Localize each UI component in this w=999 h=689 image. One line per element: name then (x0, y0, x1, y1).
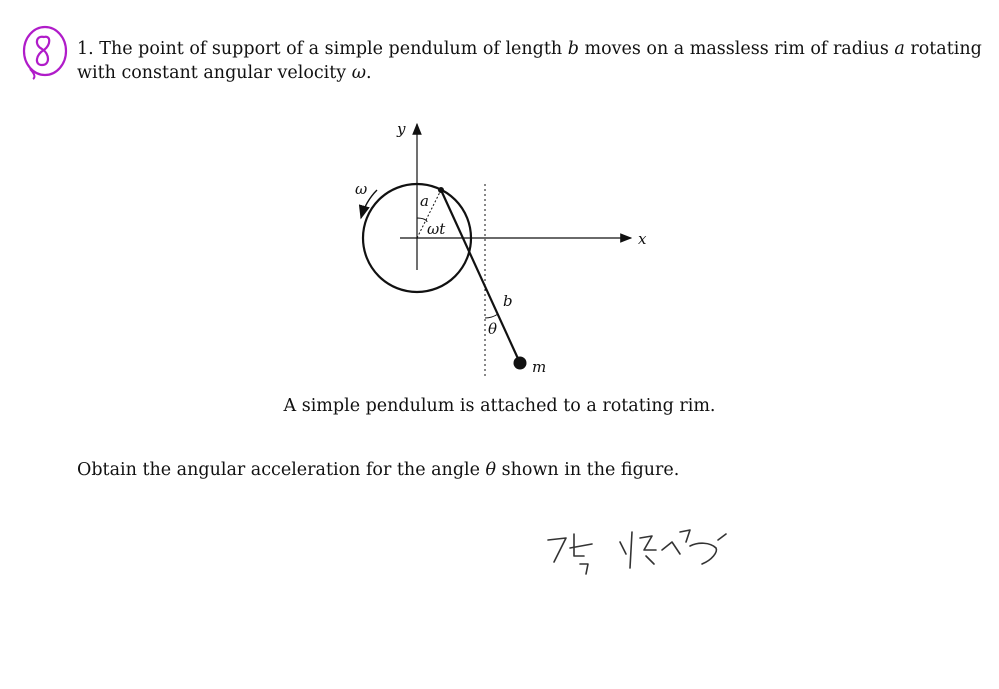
pendulum-string (441, 190, 520, 363)
radius-label: a (420, 192, 429, 210)
pendulum-figure (335, 110, 675, 385)
problem-number: 1. (77, 39, 94, 59)
theta-arc (485, 314, 498, 318)
mass-label: m (532, 358, 547, 376)
omega-t-arc (417, 218, 427, 222)
var-omega: ω (351, 63, 367, 83)
x-axis-label: x (638, 230, 647, 248)
handwritten-circled-number (20, 23, 72, 83)
question-text-2: shown in the figure. (496, 460, 680, 480)
y-axis-label: y (397, 120, 406, 138)
support-point (438, 187, 444, 193)
question-text-1: Obtain the angular acceleration for the angle (77, 460, 486, 480)
var-theta: θ (485, 460, 497, 480)
problem-text-2: moves on a massless rim of radius (578, 39, 895, 59)
figure-caption: A simple pendulum is attached to a rotating rim. (283, 396, 716, 416)
question-text (77, 460, 679, 480)
var-length: b (567, 39, 579, 59)
theta-label: θ (488, 320, 498, 338)
problem-text-3: rotating with constant angular velocity (77, 39, 982, 83)
var-radius: a (894, 39, 905, 59)
problem-text-1: The point of support of a simple pendulum of length (99, 39, 568, 59)
handwritten-note (540, 520, 740, 590)
omega-t-label: ωt (427, 220, 446, 238)
problem-text-4: . (366, 63, 372, 83)
problem-statement (77, 37, 982, 85)
omega-label: ω (355, 180, 368, 198)
length-label: b (503, 292, 513, 310)
pendulum-bob (514, 357, 527, 370)
